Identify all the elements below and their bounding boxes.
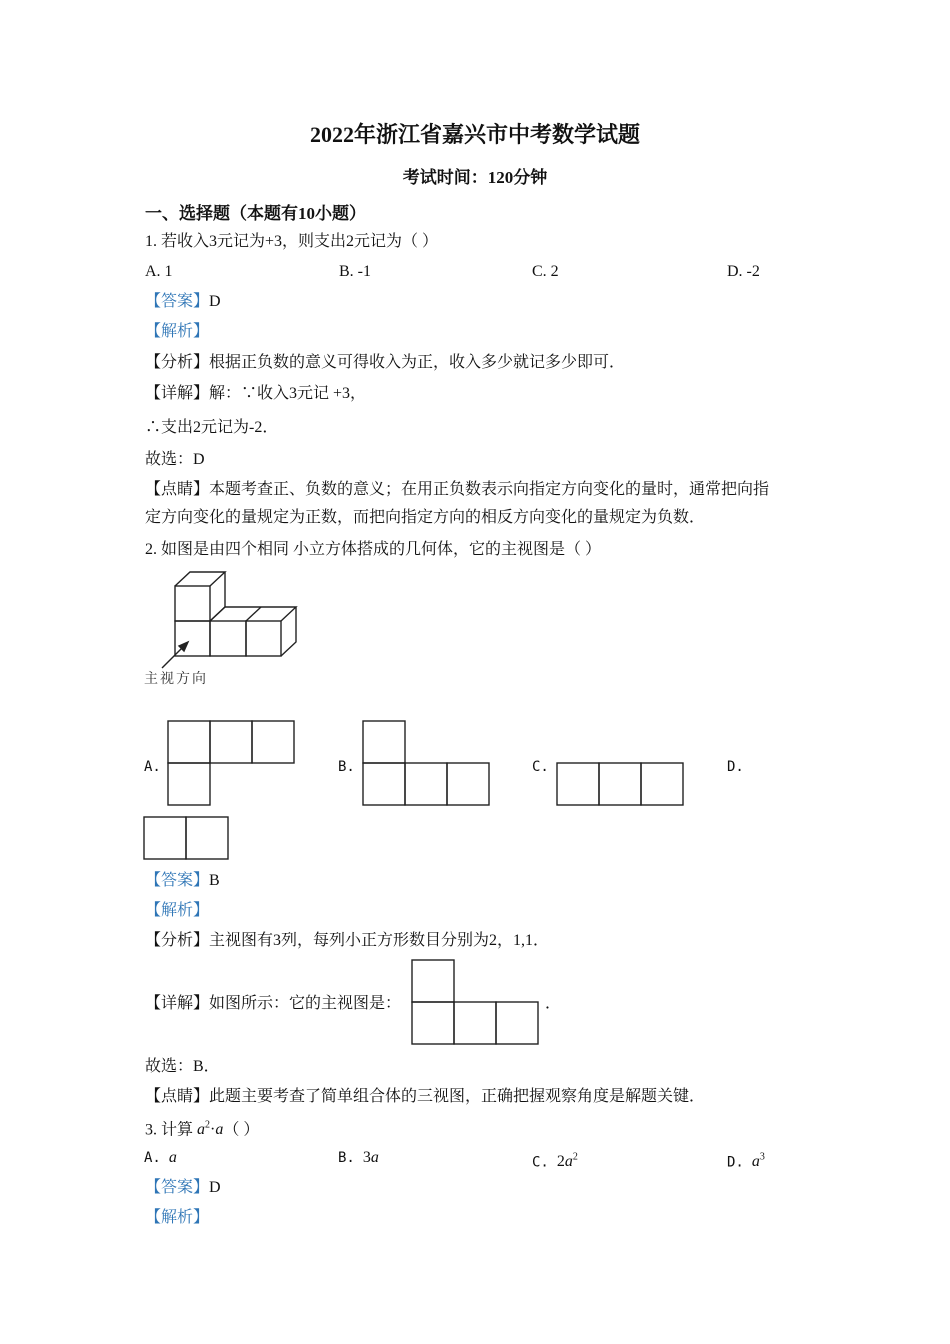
fenxi-tag: 【分析】 xyxy=(145,932,210,949)
q2-dianjing xyxy=(145,1087,705,1107)
q3-option-c-expr: $2a^2$ xyxy=(556,1152,578,1171)
q2-option-b-label: B. xyxy=(338,759,355,775)
q2-option-c-figure xyxy=(557,763,687,807)
q2-detail xyxy=(145,994,401,1014)
fenxi-text: 主视图有3列，每列小正方形数目分别为2，1,1． xyxy=(209,932,550,949)
q2-answer xyxy=(145,871,220,891)
q2-option-a-label: A. xyxy=(144,759,161,775)
q2-stem: 2. 如图是由四个相同 小立方体搭成的几何体，它的主视图是（ ） xyxy=(145,541,602,558)
q1-option-d: D. -2 xyxy=(727,263,760,280)
q3-option-b-label: B. xyxy=(338,1150,355,1166)
q3-option-c-label: C. xyxy=(532,1154,549,1171)
section-heading: 一、选择题（本题有10小题） xyxy=(145,204,366,223)
view-direction-caption: 主视方向 xyxy=(144,672,208,687)
dianjing-tag: 【点睛】 xyxy=(145,1088,210,1105)
exam-time: 考试时间：120分钟 xyxy=(402,168,548,187)
q3-stem-suffix: （ ） xyxy=(223,1121,260,1139)
detail-text: 解：∵收入3元记 +3， xyxy=(209,385,367,402)
q2-detail-figure xyxy=(412,960,542,1046)
page-title: 2022年浙江省嘉兴市中考数学试题 xyxy=(309,122,640,147)
answer-tag: 【答案】 xyxy=(145,872,210,889)
q3-option-d xyxy=(727,1148,765,1172)
q2-detail-end: ． xyxy=(545,995,562,1012)
dianjing-text-1: 本题考查正、负数的意义；在用正负数表示向指定方向变化的量时，通常把向指 xyxy=(209,481,770,498)
dianjing-tag: 【点睛】 xyxy=(145,481,210,498)
q3-option-a-label: A. xyxy=(144,1150,161,1166)
q2-option-a-figure xyxy=(168,721,298,807)
q3-option-d-label: D. xyxy=(727,1154,744,1171)
q3-option-b-expr: 3a xyxy=(362,1149,379,1166)
q3-option-c xyxy=(532,1148,578,1172)
q3-option-a-expr: a xyxy=(168,1149,177,1166)
q2-option-d-figure xyxy=(144,817,234,861)
q2-choose: 故选：B． xyxy=(145,1058,220,1075)
q3-answer xyxy=(145,1178,221,1198)
answer-tag: 【答案】 xyxy=(145,293,210,310)
q3-expression: $a^2\cdot a$ xyxy=(197,1120,224,1139)
dianjing-text: 此题主要考查了简单组合体的三视图，正确把握观察角度是解题关键． xyxy=(209,1088,706,1105)
answer-value: B xyxy=(209,872,220,889)
q1-answer xyxy=(145,292,221,312)
q1-dianjing-cont: 定方向变化的量规定为正数，而把向指定方向的相反方向变化的量规定为负数． xyxy=(145,509,706,526)
q1-option-b: B. -1 xyxy=(339,263,371,280)
q1-option-c: C. 2 xyxy=(532,263,559,280)
q3-option-b xyxy=(338,1148,379,1168)
q1-dianjing xyxy=(145,480,769,500)
q3-stem xyxy=(145,1116,259,1140)
q2-analysis-tag: 【解析】 xyxy=(145,902,210,919)
answer-value: D xyxy=(209,1179,221,1196)
q1-fenxi xyxy=(145,353,625,373)
q3-option-a xyxy=(144,1148,177,1168)
q2-option-d-label: D. xyxy=(727,759,744,775)
answer-value: D xyxy=(209,293,221,310)
q2-option-b-figure xyxy=(363,721,493,807)
q1-therefore: ∴支出2元记为-2． xyxy=(145,419,279,436)
cube-figure xyxy=(150,570,300,665)
q1-detail xyxy=(145,384,366,404)
detail-tag: 【详解】 xyxy=(145,385,210,402)
detail-tag: 【详解】 xyxy=(145,995,210,1012)
q1-stem: 1. 若收入3元记为+3，则支出2元记为（ ） xyxy=(145,233,439,250)
detail-text: 如图所示：它的主视图是： xyxy=(209,995,402,1012)
fenxi-text: 根据正负数的意义可得收入为正，收入多少就记多少即可． xyxy=(209,354,626,371)
q1-analysis-tag: 【解析】 xyxy=(145,323,210,340)
q3-analysis-tag: 【解析】 xyxy=(145,1209,210,1226)
fenxi-tag: 【分析】 xyxy=(145,354,210,371)
q3-option-d-expr: $a^3$ xyxy=(751,1152,765,1171)
q2-option-c-label: C. xyxy=(532,759,549,775)
answer-tag: 【答案】 xyxy=(145,1179,210,1196)
q1-option-a: A. 1 xyxy=(145,263,173,280)
q3-stem-prefix: 3. 计算 xyxy=(145,1121,194,1139)
q2-fenxi xyxy=(145,931,549,951)
q1-choose: 故选：D xyxy=(145,451,205,468)
